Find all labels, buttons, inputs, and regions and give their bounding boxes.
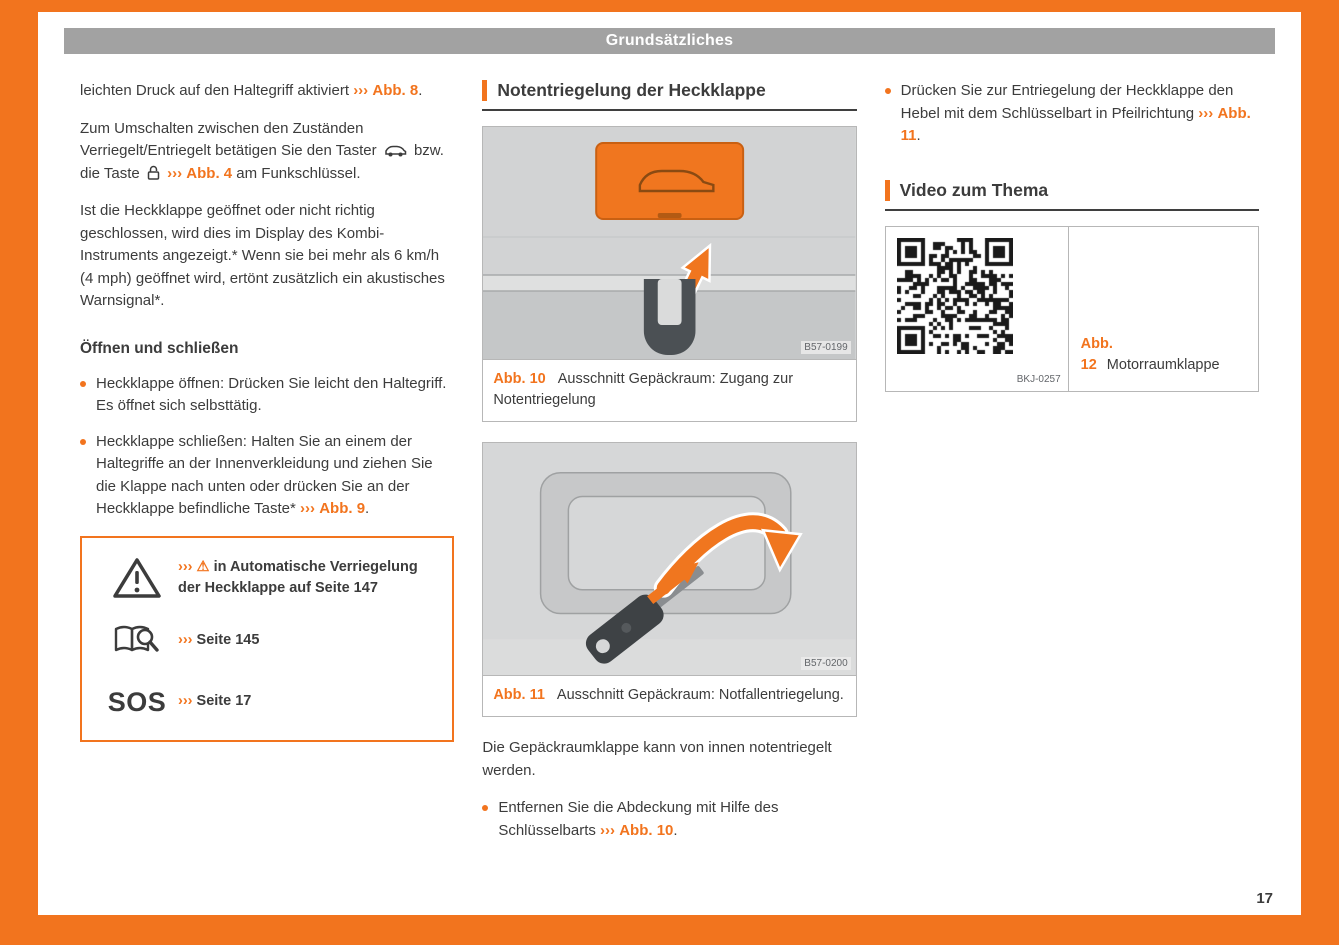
figure-caption-text: Ausschnitt Gepäckraum: Notfallentriegelung. xyxy=(556,687,844,704)
figure-abb11-image xyxy=(483,443,855,675)
figure-abb10 xyxy=(482,126,856,422)
warning-ref-text: in Automatische Verriegelung der Heckklappe auf Seite 147 xyxy=(178,558,418,596)
cross-ref-arrow: ››› xyxy=(600,821,616,839)
sos-ref-text xyxy=(178,691,438,712)
figure-label: Abb. 11 xyxy=(493,687,545,704)
warning-triangle-icon xyxy=(96,556,178,600)
sos-icon xyxy=(96,682,178,723)
page-header xyxy=(64,28,1275,54)
list-item xyxy=(885,80,1259,148)
cross-ref: Abb. 9 xyxy=(319,500,366,518)
paragraph-text: bzw. die Taste xyxy=(80,142,444,182)
figure-abb11 xyxy=(482,442,856,717)
cross-ref: Abb. 4 xyxy=(186,164,233,182)
paragraph-text: Heckklappe schließen: Halten Sie an einem der Haltegriffe an der Innenverkleidung und ziehen Sie die Klappe nach unten oder drücken Sie an der Heckklappe befindliche Taste* xyxy=(96,432,433,518)
bullet-icon xyxy=(482,805,488,811)
bullet-list xyxy=(482,797,856,842)
sos-row xyxy=(96,682,438,723)
figure-code: B57-0199 xyxy=(801,341,850,354)
cross-ref-arrow: ››› xyxy=(178,632,193,649)
qr-code-label: BKJ-0257 xyxy=(1016,373,1061,385)
figure-abb11-caption xyxy=(483,675,855,716)
figure-caption-text: Motorraumklappe xyxy=(1106,357,1220,374)
bullet-icon xyxy=(885,88,891,94)
unlock-button-icon xyxy=(147,165,160,180)
page-ref: Seite 145 xyxy=(196,632,260,649)
figure-abb12-caption xyxy=(1069,227,1258,391)
cross-ref: Abb. 11 xyxy=(900,104,1251,144)
cross-ref-arrow: ››› xyxy=(167,164,183,182)
paragraph-text: Drücken Sie zur Entriegelung der Heckklappe den Hebel mit dem Schlüsselbart in Pfeilrichtung xyxy=(900,82,1234,122)
cross-ref-arrow: ››› xyxy=(1198,104,1214,122)
middle-column xyxy=(482,80,856,869)
video-qr-box xyxy=(885,226,1259,392)
paragraph-text: Entfernen Sie die Abdeckung mit Hilfe des Schlüsselbarts xyxy=(498,799,779,839)
left-column xyxy=(80,80,454,869)
section-heading-text: Video zum Thema xyxy=(885,180,1259,201)
trunk-release-illustration xyxy=(483,127,855,359)
sos-label: SOS xyxy=(107,686,167,717)
page-number: 17 xyxy=(1256,890,1273,907)
paragraph-text: . xyxy=(673,821,678,839)
list-item xyxy=(80,431,454,521)
figure-label: Abb. 12 xyxy=(1080,336,1113,374)
paragraph-text: Zum Umschalten zwischen den Zuständen Verriegelt/Entriegelt betätigen Sie den Taster xyxy=(80,119,377,159)
list-item xyxy=(482,797,856,842)
right-column xyxy=(885,80,1259,869)
page-header-title: Grundsätzliches xyxy=(605,32,734,49)
section-heading xyxy=(482,80,856,111)
cross-ref: Abb. 10 xyxy=(619,821,674,839)
list-item-text xyxy=(96,431,454,521)
booklet-ref-text xyxy=(178,630,438,651)
section-heading-text: Notentriegelung der Heckklappe xyxy=(482,80,856,101)
paragraph: Ist die Heckklappe geöffnet oder nicht richtig geschlossen, wird dies im Display des Kombi-Instruments angezeigt.* Wenn sie bei mehr als 6 km/h (4 mph) geöffnet wird, ertönt zusätzlich ein akustisches Warnsignal*. xyxy=(80,202,445,309)
warning-text xyxy=(178,557,438,599)
figure-abb10-caption xyxy=(483,359,855,421)
caption-wrap xyxy=(1081,334,1240,376)
manual-lookup-icon xyxy=(96,624,178,658)
manual-page xyxy=(38,12,1301,915)
warning-row xyxy=(96,556,438,600)
paragraph-text: . xyxy=(418,82,423,99)
safety-reference-box xyxy=(80,536,454,743)
paragraph-text: . xyxy=(365,500,370,518)
paragraph xyxy=(80,80,454,103)
figure-label: Abb. 10 xyxy=(493,371,546,387)
bullet-list xyxy=(80,373,454,521)
subsection-heading: Öffnen und schließen xyxy=(80,339,239,357)
qr-code xyxy=(897,238,1013,354)
paragraph xyxy=(80,118,454,186)
paragraph-text: am Funkschlüssel. xyxy=(236,164,361,182)
cross-ref-arrow: ››› xyxy=(178,693,193,710)
bullet-list xyxy=(885,80,1259,148)
emergency-unlock-illustration xyxy=(483,443,855,675)
figure-abb10-image xyxy=(483,127,855,359)
bullet-icon xyxy=(80,439,86,445)
cross-ref: Abb. 8 xyxy=(372,82,419,99)
paragraph-text: . xyxy=(916,127,921,144)
list-item xyxy=(80,373,454,418)
figure-caption-text: Ausschnitt Gepäckraum: Zugang zur Notentriegelung xyxy=(493,371,794,409)
section-heading xyxy=(885,180,1259,211)
paragraph: Die Gepäckraumklappe kann von innen notentriegelt werden. xyxy=(482,739,832,779)
cross-ref-arrow: ››› xyxy=(300,500,316,518)
list-item-text: Heckklappe öffnen: Drücken Sie leicht den Haltegriff. Es öffnet sich selbsttätig. xyxy=(96,374,447,415)
page-content xyxy=(80,80,1259,869)
qr-cell xyxy=(886,227,1069,391)
cross-ref-arrow: ››› xyxy=(178,558,193,575)
list-item-text xyxy=(901,80,1259,148)
bullet-icon xyxy=(80,381,86,387)
booklet-row xyxy=(96,624,438,658)
cross-ref-arrow: ››› xyxy=(353,82,369,99)
list-item-text xyxy=(498,797,856,842)
figure-code: B57-0200 xyxy=(801,657,850,670)
tailgate-button-icon xyxy=(384,144,407,157)
inline-warning-icon: ⚠ xyxy=(196,558,210,575)
page-ref: Seite 17 xyxy=(196,693,252,710)
paragraph-text: leichten Druck auf den Haltegriff aktiviert xyxy=(80,82,354,99)
